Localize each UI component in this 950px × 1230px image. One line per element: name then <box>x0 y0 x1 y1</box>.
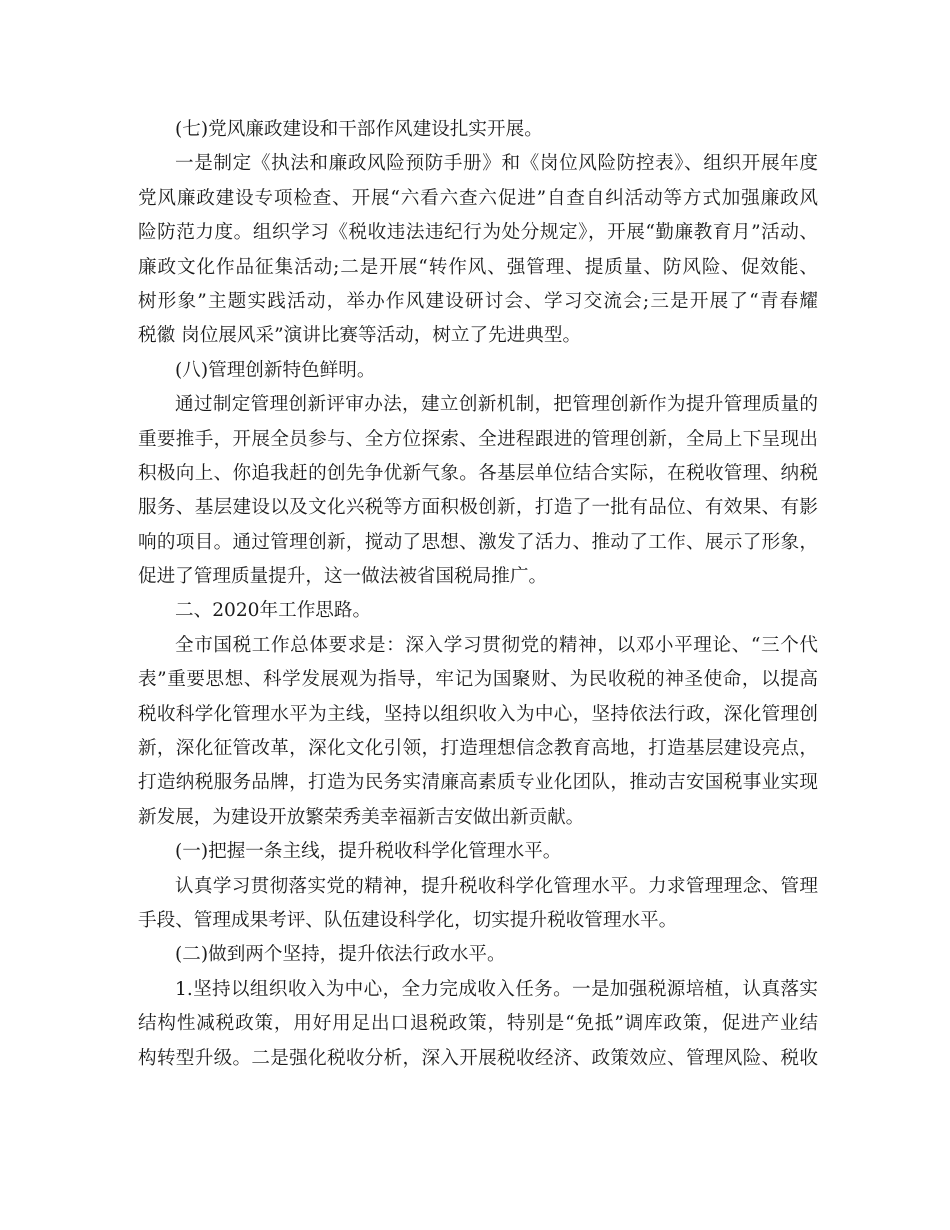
text-line: 廉政文化作品征集活动;二是开展“转作风、强管理、提质量、防风险、促效能、 <box>138 256 818 278</box>
text-line: (八)管理创新特色鲜明。 <box>175 359 376 381</box>
text-line: 结构性减税政策，用好用足出口退税政策，特别是“免抵”调库政策，促进产业结 <box>138 1013 818 1035</box>
text-line: 新发展，为建设开放繁荣秀美幸福新吉安做出新贡献。 <box>138 806 585 828</box>
text-line: (七)党风廉政建设和干部作风建设扎实开展。 <box>175 119 543 140</box>
document-body <box>138 113 818 1076</box>
text-line: 一是制定《执法和廉政风险预防手册》和《岗位风险防控表》、组织开展年度 <box>175 153 818 175</box>
text-line: 响的项目。通过管理创新，搅动了思想、激发了活力、推动了工作、展示了形象， <box>138 531 818 553</box>
text-line: 税收科学化管理水平为主线，坚持以组织收入为中心，坚持依法行政，深化管理创 <box>138 703 818 725</box>
text-line: (二)做到两个坚持，提升依法行政水平。 <box>175 944 506 966</box>
text-line: 手段、管理成果考评、队伍建设科学化，切实提升税收管理水平。 <box>138 909 678 931</box>
text-line: 二、2020年工作思路。 <box>175 600 372 622</box>
text-line: 全市国税工作总体要求是：深入学习贯彻党的精神，以邓小平理论、“三个代 <box>175 634 818 656</box>
text-line: 构转型升级。二是强化税收分析，深入开展税收经济、政策效应、管理风险、税收 <box>138 1047 818 1069</box>
text-line: 重要推手，开展全员参与、全方位探索、全进程跟进的管理创新，全局上下呈现出 <box>138 428 818 450</box>
text-line: 1.坚持以组织收入为中心，全力完成收入任务。一是加强税源培植，认真落实 <box>175 978 818 1000</box>
text-line: 税徽 岗位展风采”演讲比赛等活动，树立了先进典型。 <box>138 325 582 347</box>
text-line: 表”重要思想、科学发展观为指导，牢记为国聚财、为民收税的神圣使命，以提高 <box>138 669 818 691</box>
text-line: 认真学习贯彻落实党的精神，提升税收科学化管理水平。力求管理理念、管理 <box>175 875 818 897</box>
text-line: (一)把握一条主线，提升税收科学化管理水平。 <box>175 841 562 863</box>
text-line: 树形象”主题实践活动，举办作风建设研讨会、学习交流会;三是开展了“青春耀 <box>138 290 818 312</box>
text-line: 险防范力度。组织学习《税收违法违纪行为处分规定》，开展“勤廉教育月”活动、 <box>138 222 818 244</box>
text-line: 新，深化征管改革，深化文化引领，打造理想信念教育高地，打造基层建设亮点， <box>138 738 818 760</box>
text-line: 党风廉政建设专项检查、开展“六看六查六促进”自查自纠活动等方式加强廉政风 <box>138 187 818 209</box>
text-line: 促进了管理质量提升，这一做法被省国税局推广。 <box>138 566 548 588</box>
text-line: 打造纳税服务品牌，打造为民务实清廉高素质专业化团队，推动吉安国税事业实现 <box>138 772 818 794</box>
text-line: 积极向上、你追我赶的创先争优新气象。各基层单位结合实际，在税收管理、纳税 <box>138 462 818 484</box>
text-line: 服务、基层建设以及文化兴税等方面积极创新，打造了一批有品位、有效果、有影 <box>138 497 818 519</box>
text-line: 通过制定管理创新评审办法，建立创新机制，把管理创新作为提升管理质量的 <box>175 394 818 416</box>
